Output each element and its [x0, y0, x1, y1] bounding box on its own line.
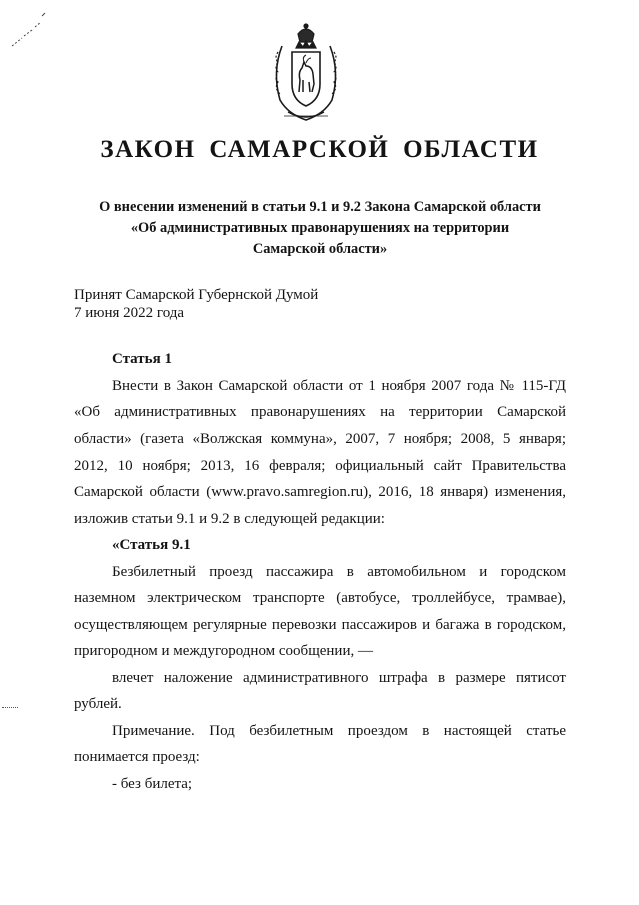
article-1-line: Внести в Закон Самарской области от 1 ноября 2007 года № 115-ГД [112, 378, 566, 394]
note-line: понимается проезд: [74, 749, 200, 765]
article-9-1-line: осуществляющем регулярные перевозки пассажиров и багажа в городском, [74, 617, 566, 633]
penalty-line: рублей. [74, 696, 122, 712]
penalty-line: влечет наложение административного штрафа в размере пятисот [112, 670, 566, 686]
article-1-line: изложив статьи 9.1 и 9.2 в следующей редакции: [74, 511, 385, 527]
subtitle-line: Самарской области» [252, 241, 388, 257]
note-line: Примечание. Под безбилетным проездом в настоящей статье [112, 723, 566, 739]
subtitle-line: «Об административных правонарушениях на территории [130, 220, 510, 236]
adoption-date: 7 июня 2022 года [74, 305, 185, 321]
list-item: - без билета; [112, 776, 193, 792]
article-9-1-line: наземном электрическом транспорте (автобусе, троллейбусе, трамвае), [74, 590, 566, 606]
adoption-info [74, 286, 318, 322]
article-9-1-line: пригородном и междугородном сообщении, — [74, 643, 373, 659]
article-1-heading: Статья 1 [112, 351, 172, 367]
scan-mark-top-left [8, 10, 48, 50]
article-1-line: области» (газета «Волжская коммуна», 2007, 7 ноября; 2008, 5 января; [74, 431, 566, 447]
document-title: ЗАКОН САМАРСКОЙ ОБЛАСТИ [100, 136, 539, 163]
coat-of-arms-emblem [268, 22, 344, 126]
subtitle-line: О внесении изменений в статьи 9.1 и 9.2 Закона Самарской области [99, 199, 541, 215]
document-subtitle [70, 197, 570, 260]
article-1-line: Самарской области (www.pravo.samregion.ru), 2016, 18 января) изменения, [74, 484, 566, 500]
article-9-1-line: Безбилетный проезд пассажира в автомобильном и городском [112, 564, 566, 580]
article-1-line: 2012, 10 ноября; 2013, 16 февраля; официальный сайт Правительства [74, 458, 566, 474]
scan-mark-left [2, 707, 18, 711]
article-9-1-heading: «Статья 9.1 [112, 537, 191, 553]
adoption-body: Принят Самарской Губернской Думой [74, 287, 319, 303]
article-1-line: «Об административных правонарушениях на территории Самарской [74, 404, 566, 420]
